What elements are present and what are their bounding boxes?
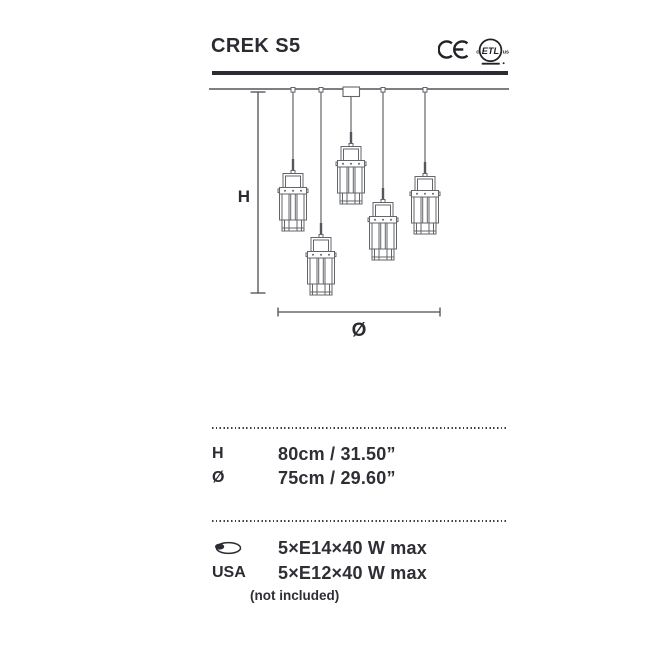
etl-us-label: us [502,49,510,56]
pendant-lamp-2 [306,235,336,296]
spec-diameter-value: 75cm / 29.60” [278,467,396,488]
certification-marks [438,36,510,68]
etl-mark-icon [473,36,510,68]
spec-usa-label: USA [212,564,246,581]
spec-diameter-label: Ø [212,469,225,486]
spec-height-value: 80cm / 31.50” [278,443,396,464]
diameter-dimension-label: Ø [351,320,367,341]
spec-height-label: H [212,445,224,462]
height-dimension-line [251,92,266,293]
separator-bottom [212,520,508,522]
product-diagram [200,80,520,342]
spec-note: (not included) [250,588,340,603]
ce-mark-icon [438,36,471,62]
pendant-lamp-1 [278,171,308,232]
diameter-dimension-line [278,308,440,317]
pendant-lamp-4 [368,200,398,261]
ceiling-canopy [343,87,360,97]
spec-row-diameter [212,466,512,490]
page-title: CREK S5 [211,35,301,57]
spec-bulb-value: 5×E14×40 W max [278,537,427,558]
pendant-lamp-5 [410,174,440,235]
spec-row-usa [212,561,512,585]
spec-usa-value: 5×E12×40 W max [278,562,427,583]
separator-top [212,427,508,429]
pendant-lamp-3 [336,144,366,205]
bulb-icon [212,541,242,555]
header-divider [212,71,508,75]
height-dimension-label: H [237,187,250,206]
spec-row-bulb [212,536,512,560]
etl-letters: ETL [481,45,500,56]
spec-row-height [212,442,512,466]
etl-c-label: c [476,49,480,56]
